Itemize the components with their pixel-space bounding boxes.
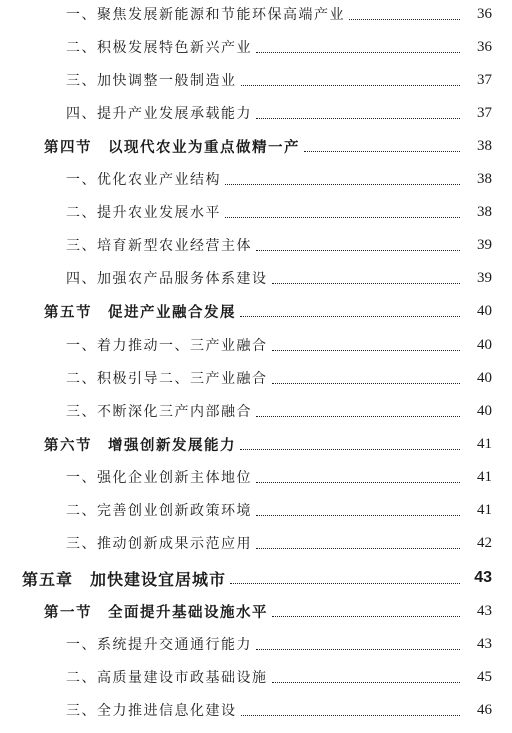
toc-entry-page-number: 36 — [477, 38, 492, 55]
toc-entry-title: 第六节 增强创新发展能力 — [44, 436, 236, 454]
toc-subsection-entry[interactable] — [0, 665, 492, 689]
toc-entry-page-number: 40 — [477, 302, 492, 319]
toc-entry-page-number: 40 — [477, 369, 492, 386]
toc-entry-title: 二、积极引导二、三产业融合 — [66, 371, 268, 387]
dot-leader — [240, 448, 460, 450]
toc-entry-page-number: 37 — [477, 71, 492, 88]
toc-subsection-entry[interactable] — [0, 35, 492, 59]
toc-subsection-entry[interactable] — [0, 333, 492, 357]
dot-leader — [256, 117, 460, 119]
toc-subsection-entry[interactable] — [0, 167, 492, 191]
toc-entry-title: 四、提升产业发展承载能力 — [66, 106, 252, 122]
dot-leader — [272, 615, 460, 617]
toc-entry-page-number: 46 — [477, 701, 492, 718]
toc-subsection-entry[interactable] — [0, 531, 492, 555]
toc-chapter-entry[interactable] — [0, 566, 492, 590]
toc-section-entry[interactable] — [0, 134, 492, 158]
dot-leader — [272, 382, 461, 384]
toc-subsection-entry[interactable] — [0, 366, 492, 390]
toc-entry-page-number: 41 — [477, 501, 492, 518]
dot-leader — [256, 51, 460, 53]
toc-entry-title: 三、培育新型农业经营主体 — [66, 238, 252, 254]
toc-entry-title: 三、全力推进信息化建设 — [66, 703, 237, 719]
dot-leader — [256, 481, 460, 483]
toc-entry-title: 二、高质量建设市政基础设施 — [66, 670, 268, 686]
dot-leader — [256, 547, 460, 549]
dot-leader — [241, 714, 461, 716]
dot-leader — [256, 415, 460, 417]
toc-entry-page-number: 38 — [477, 170, 492, 187]
toc-entry-page-number: 40 — [477, 402, 492, 419]
toc-entry-page-number: 39 — [477, 236, 492, 253]
toc-entry-title: 二、完善创业创新政策环境 — [66, 503, 252, 519]
toc-entry-page-number: 40 — [477, 336, 492, 353]
toc-entry-page-number: 38 — [477, 203, 492, 220]
toc-entry-title: 第五章 加快建设宜居城市 — [22, 569, 227, 589]
toc-entry-page-number: 39 — [477, 269, 492, 286]
toc-subsection-entry[interactable] — [0, 2, 492, 26]
dot-leader — [272, 349, 461, 351]
dot-leader — [230, 582, 460, 584]
toc-entry-page-number: 38 — [477, 137, 492, 154]
toc-subsection-entry[interactable] — [0, 266, 492, 290]
toc-entry-title: 第一节 全面提升基础设施水平 — [44, 603, 268, 621]
dot-leader — [304, 150, 460, 152]
toc-subsection-entry[interactable] — [0, 498, 492, 522]
toc-entry-title: 二、提升农业发展水平 — [66, 205, 221, 221]
toc-entry-title: 第四节 以现代农业为重点做精一产 — [44, 138, 300, 156]
toc-entry-page-number: 43 — [474, 569, 492, 586]
dot-leader — [241, 84, 461, 86]
toc-subsection-entry[interactable] — [0, 68, 492, 92]
toc-entry-page-number: 43 — [477, 602, 492, 619]
toc-entry-page-number: 45 — [477, 668, 492, 685]
toc-entry-page-number: 41 — [477, 468, 492, 485]
dot-leader — [272, 681, 461, 683]
dot-leader — [256, 514, 460, 516]
dot-leader — [256, 249, 460, 251]
toc-entry-title: 一、着力推动一、三产业融合 — [66, 338, 268, 354]
toc-entry-title: 一、强化企业创新主体地位 — [66, 470, 252, 486]
toc-subsection-entry[interactable] — [0, 399, 492, 423]
toc-subsection-entry[interactable] — [0, 233, 492, 257]
dot-leader — [225, 183, 460, 185]
dot-leader — [349, 18, 460, 20]
toc-entry-title: 三、推动创新成果示范应用 — [66, 536, 252, 552]
dot-leader — [272, 282, 461, 284]
toc-entry-page-number: 41 — [477, 435, 492, 452]
toc-subsection-entry[interactable] — [0, 632, 492, 656]
toc-section-entry[interactable] — [0, 432, 492, 456]
toc-entry-title: 四、加强农产品服务体系建设 — [66, 271, 268, 287]
toc-section-entry[interactable] — [0, 299, 492, 323]
toc-entry-title: 二、积极发展特色新兴产业 — [66, 40, 252, 56]
toc-entry-title: 三、不断深化三产内部融合 — [66, 404, 252, 420]
toc-entry-title: 一、系统提升交通通行能力 — [66, 637, 252, 653]
toc-entry-page-number: 42 — [477, 534, 492, 551]
dot-leader — [225, 216, 460, 218]
toc-entry-title: 一、聚焦发展新能源和节能环保高端产业 — [66, 7, 345, 23]
toc-entry-page-number: 43 — [477, 635, 492, 652]
toc-entry-title: 三、加快调整一般制造业 — [66, 73, 237, 89]
toc-subsection-entry[interactable] — [0, 465, 492, 489]
toc-entry-page-number: 36 — [477, 5, 492, 22]
toc-subsection-entry[interactable] — [0, 200, 492, 224]
dot-leader — [256, 648, 460, 650]
toc-entry-title: 第五节 促进产业融合发展 — [44, 303, 236, 321]
toc-subsection-entry[interactable] — [0, 698, 492, 722]
toc-section-entry[interactable] — [0, 599, 492, 623]
dot-leader — [240, 315, 460, 317]
toc-entry-title: 一、优化农业产业结构 — [66, 172, 221, 188]
toc-entry-page-number: 37 — [477, 104, 492, 121]
toc-subsection-entry[interactable] — [0, 101, 492, 125]
